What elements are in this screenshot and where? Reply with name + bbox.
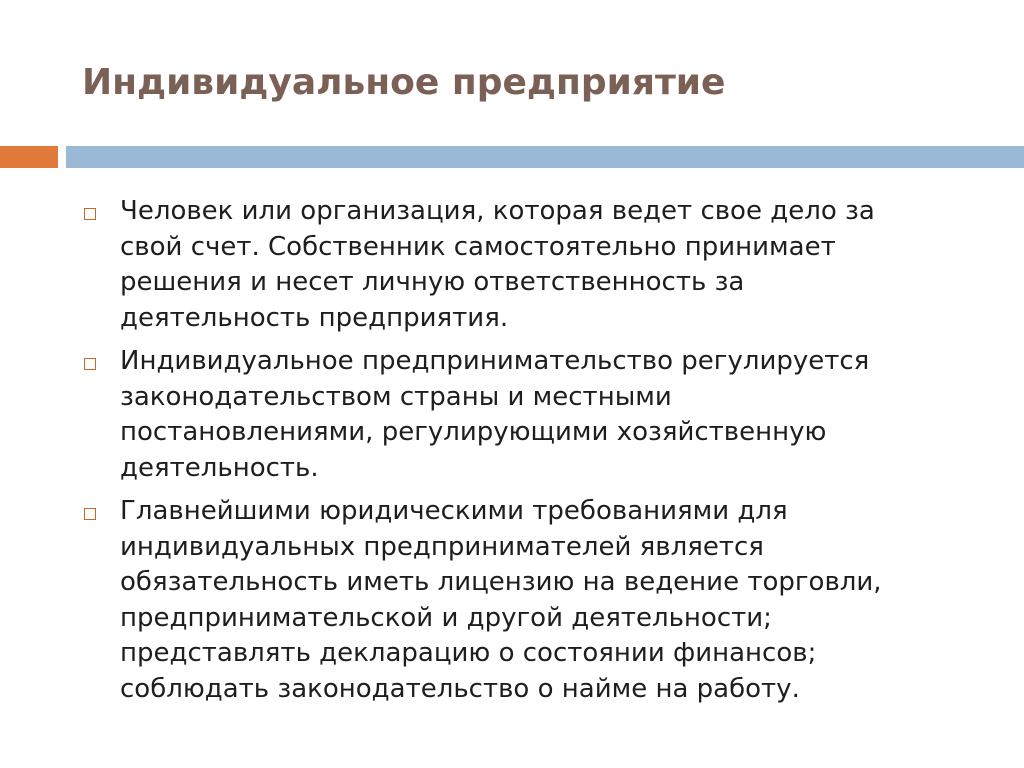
bullet-line: соблюдать законодательство о найме на работу. [120,673,800,704]
title-underline-bar [66,146,1024,168]
bullet-line: представлять декларацию о состоянии финансов; [120,638,817,668]
bullet-text [120,494,1004,707]
slide-title: Индивидуальное предприятие [82,62,726,103]
bullet-line: обязательность иметь лицензию на ведение торговли, [120,567,882,597]
bullet-line: Главнейшими юридическими требованиями для [120,496,788,526]
hollow-square-bullet-icon [84,358,96,370]
bullet-line: решения и несет личную ответственность за [120,267,745,297]
accent-bar [0,146,58,168]
bullet-item-2 [84,344,1004,486]
bullet-line: постановлениями, регулирующими хозяйственную [120,417,827,447]
bullet-line: свой счет. Собственник самостоятельно принимает [120,231,836,262]
bullet-line: предпринимательской и другой деятельности; [120,602,772,633]
bullet-line: Человек или организация, которая ведет свое дело за [120,196,875,226]
bullet-item-1 [84,194,1004,336]
bullet-list [84,194,1004,715]
bullet-item-3 [84,494,1004,707]
hollow-square-bullet-icon [84,208,96,220]
hollow-square-bullet-icon [84,508,96,520]
bullet-line: индивидуальных предпринимателей является [120,531,764,562]
bullet-line: Индивидуальное предпринимательство регулируется [120,346,870,376]
bullet-line: законодательством страны и местными [120,381,672,412]
bullet-line: деятельность предприятия. [120,302,509,333]
bullet-text [120,344,1004,486]
bullet-line: деятельность. [120,452,319,483]
bullet-text [120,194,1004,336]
